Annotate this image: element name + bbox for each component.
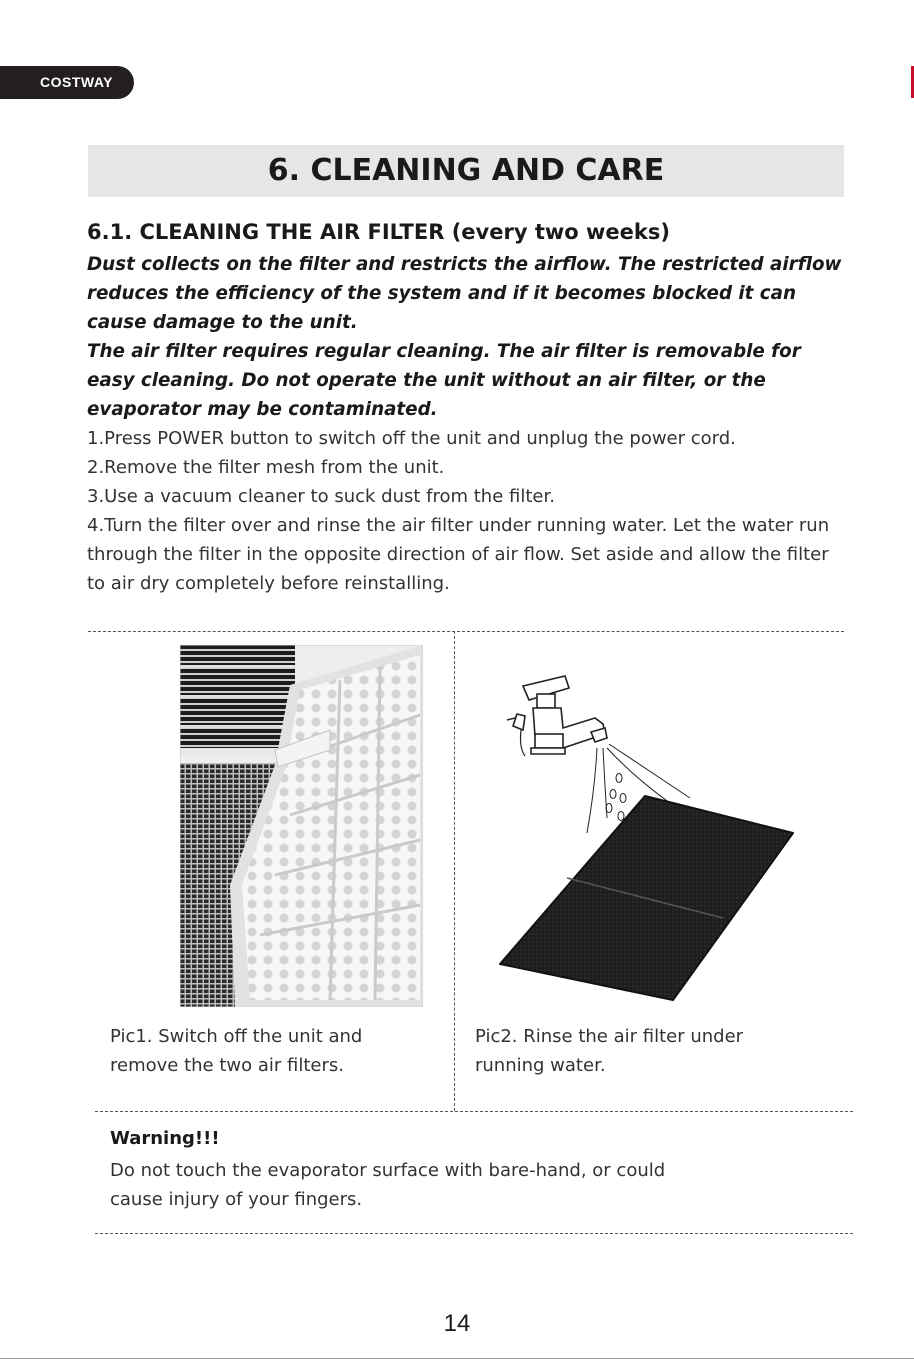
step-item: 3.Use a vacuum cleaner to suck dust from the filter. [87, 486, 555, 507]
divider-middle [454, 631, 455, 1111]
caption-line: remove the two air filters. [110, 1055, 344, 1076]
filter-removal-image [180, 645, 423, 1007]
intro-text [87, 250, 847, 424]
intro-paragraph: Dust collects on the filter and restricts the airflow. The restricted airflow reduces the efficiency of the system and if it becomes blocked it can cause damage to the unit. [87, 254, 842, 333]
step-item: 1.Press POWER button to switch off the unit and unplug the power cord. [87, 428, 736, 449]
warning-line: cause injury of your fingers. [110, 1189, 363, 1210]
step-item: 4.Turn the filter over and rinse the air filter under running water. Let the water run through the filter in the opposite direction of air flow. Set aside and allow the filter to air dry completely before reinstalling. [87, 515, 830, 594]
caption-line: Pic2. Rinse the air filter under [475, 1026, 744, 1047]
rinse-filter-illustration [495, 668, 800, 1003]
pic1-caption [110, 1022, 362, 1080]
caption-line: Pic1. Switch off the unit and [110, 1026, 363, 1047]
warning-title: Warning!!! [110, 1128, 220, 1149]
intro-paragraph: The air filter requires regular cleaning. The air filter is removable for easy cleaning. Do not operate the unit without an air filter, or the evaporator may be contaminated. [87, 341, 801, 420]
divider-top [88, 631, 844, 632]
divider-mid [95, 1111, 853, 1112]
subheading: 6.1. CLEANING THE AIR FILTER (every two weeks) [87, 220, 670, 244]
step-item: 2.Remove the filter mesh from the unit. [87, 457, 445, 478]
warning-text [110, 1156, 810, 1214]
bottom-rule [0, 1358, 914, 1359]
brand-logo: COSTWAY [0, 66, 134, 99]
page-number: 14 [443, 1310, 471, 1337]
divider-bottom [95, 1233, 853, 1234]
steps-list [87, 424, 847, 598]
warning-line: Do not touch the evaporator surface with bare-hand, or could [110, 1160, 666, 1181]
section-title: 6. CLEANING AND CARE [88, 145, 844, 197]
caption-line: running water. [475, 1055, 606, 1076]
pic2-caption [475, 1022, 743, 1080]
